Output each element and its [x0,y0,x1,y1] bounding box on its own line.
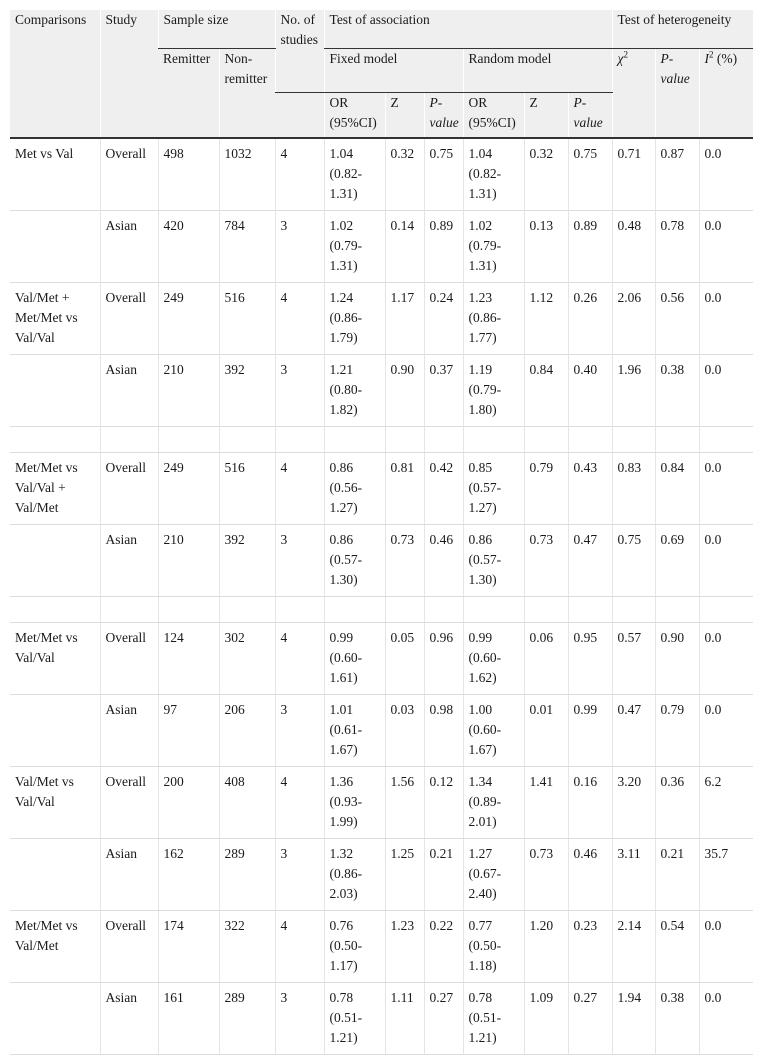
cell-random-z [524,427,568,453]
cell-fixed-z: 0.90 [385,355,424,427]
cell-random-or: 1.04 (0.82-1.31) [463,138,524,211]
cell-study: Overall [100,623,158,695]
cell-study: Overall [100,138,158,211]
cell-fixed-or: 0.78 (0.51-1.21) [324,983,385,1055]
cell-random-z: 0.84 [524,355,568,427]
header-test-of-association: Test of association [324,10,612,49]
cell-fixed-z [385,597,424,623]
cell-random-p: 0.47 [568,525,612,597]
cell-i-square: 35.7 [699,839,753,911]
cell-study: Overall [100,767,158,839]
cell-random-z: 1.12 [524,283,568,355]
cell-random-or [463,427,524,453]
cell-heterogeneity-p: 0.90 [655,623,699,695]
cell-chi-square [612,427,655,453]
cell-i-square: 0.0 [699,623,753,695]
cell-no-of-studies [275,597,324,623]
cell-chi-square: 0.75 [612,525,655,597]
cell-remitter [158,597,219,623]
cell-comparison [10,427,100,453]
cell-no-of-studies: 3 [275,525,324,597]
spacer-row [10,427,753,453]
cell-remitter: 161 [158,983,219,1055]
header-no-of-studies: No. of studies [275,10,324,93]
header-fixed-or: OR (95%CI) [324,93,385,139]
cell-heterogeneity-p: 0.87 [655,138,699,211]
cell-fixed-z: 1.56 [385,767,424,839]
cell-fixed-z: 0.73 [385,525,424,597]
cell-random-or: 0.99 (0.60-1.62) [463,623,524,695]
table-row [10,767,753,839]
cell-no-of-studies: 3 [275,211,324,283]
cell-non-remitter: 392 [219,355,275,427]
cell-heterogeneity-p: 0.36 [655,767,699,839]
spacer-row [10,597,753,623]
cell-remitter: 210 [158,525,219,597]
cell-comparison: Val/Met + Met/Met vs Val/Val [10,283,100,355]
cell-i-square: 0.0 [699,211,753,283]
cell-no-of-studies: 4 [275,138,324,211]
cell-no-of-studies: 4 [275,767,324,839]
cell-fixed-z: 1.17 [385,283,424,355]
cell-comparison [10,211,100,283]
meta-analysis-table-container [10,10,753,1055]
cell-fixed-or: 1.21 (0.80-1.82) [324,355,385,427]
cell-fixed-or: 0.86 (0.56-1.27) [324,453,385,525]
cell-fixed-or: 1.04 (0.82-1.31) [324,138,385,211]
cell-non-remitter [219,597,275,623]
header-studies-blank [275,93,324,139]
cell-random-or: 0.86 (0.57-1.30) [463,525,524,597]
cell-random-p: 0.43 [568,453,612,525]
cell-non-remitter: 302 [219,623,275,695]
cell-non-remitter: 516 [219,453,275,525]
cell-fixed-or: 0.76 (0.50-1.17) [324,911,385,983]
table-row [10,983,753,1055]
cell-heterogeneity-p: 0.54 [655,911,699,983]
cell-random-p: 0.40 [568,355,612,427]
header-random-p: P-value [568,93,612,139]
cell-heterogeneity-p: 0.38 [655,983,699,1055]
table-row [10,138,753,211]
cell-i-square: 0.0 [699,138,753,211]
cell-random-z: 1.20 [524,911,568,983]
cell-chi-square: 0.71 [612,138,655,211]
cell-i-square: 6.2 [699,767,753,839]
cell-study: Asian [100,983,158,1055]
cell-fixed-or: 1.24 (0.86-1.79) [324,283,385,355]
cell-fixed-p: 0.98 [424,695,463,767]
cell-fixed-z: 0.05 [385,623,424,695]
meta-analysis-table [10,10,753,1055]
table-header [10,10,753,138]
cell-chi-square: 2.14 [612,911,655,983]
cell-fixed-or: 1.32 (0.86-2.03) [324,839,385,911]
cell-remitter [158,427,219,453]
cell-heterogeneity-p: 0.69 [655,525,699,597]
cell-random-p [568,427,612,453]
table-row [10,623,753,695]
cell-fixed-p: 0.22 [424,911,463,983]
header-heterogeneity-p-value: P-value [655,49,699,139]
cell-fixed-p: 0.12 [424,767,463,839]
cell-random-or: 1.02 (0.79-1.31) [463,211,524,283]
cell-heterogeneity-p: 0.21 [655,839,699,911]
cell-i-square: 0.0 [699,355,753,427]
cell-chi-square: 1.94 [612,983,655,1055]
cell-remitter: 249 [158,453,219,525]
cell-chi-square [612,597,655,623]
cell-chi-square: 0.57 [612,623,655,695]
cell-random-or: 1.27 (0.67-2.40) [463,839,524,911]
cell-fixed-p [424,427,463,453]
cell-no-of-studies: 4 [275,623,324,695]
cell-random-or: 1.19 (0.79-1.80) [463,355,524,427]
cell-i-square [699,427,753,453]
cell-chi-square: 0.48 [612,211,655,283]
cell-fixed-or [324,427,385,453]
cell-random-z: 1.41 [524,767,568,839]
cell-fixed-p: 0.89 [424,211,463,283]
cell-random-z: 0.79 [524,453,568,525]
cell-study: Asian [100,525,158,597]
table-row [10,839,753,911]
cell-non-remitter: 289 [219,839,275,911]
header-random-or: OR (95%CI) [463,93,524,139]
cell-comparison [10,983,100,1055]
cell-non-remitter: 206 [219,695,275,767]
header-comparisons: Comparisons [10,10,100,138]
header-fixed-z: Z [385,93,424,139]
cell-random-z: 0.73 [524,525,568,597]
cell-random-p: 0.26 [568,283,612,355]
cell-non-remitter: 784 [219,211,275,283]
table-row [10,283,753,355]
cell-random-z: 0.32 [524,138,568,211]
header-remitter: Remitter [158,49,219,139]
cell-non-remitter: 392 [219,525,275,597]
cell-non-remitter: 322 [219,911,275,983]
cell-random-p: 0.23 [568,911,612,983]
cell-random-or: 1.23 (0.86-1.77) [463,283,524,355]
cell-non-remitter: 1032 [219,138,275,211]
cell-heterogeneity-p: 0.78 [655,211,699,283]
cell-study: Asian [100,355,158,427]
cell-comparison [10,839,100,911]
cell-fixed-or: 0.86 (0.57-1.30) [324,525,385,597]
cell-chi-square: 0.83 [612,453,655,525]
cell-remitter: 420 [158,211,219,283]
header-non-remitter: Non-remitter [219,49,275,139]
cell-comparison [10,695,100,767]
cell-i-square: 0.0 [699,453,753,525]
cell-heterogeneity-p: 0.56 [655,283,699,355]
cell-no-of-studies: 4 [275,453,324,525]
cell-fixed-p: 0.75 [424,138,463,211]
cell-no-of-studies: 3 [275,695,324,767]
cell-remitter: 249 [158,283,219,355]
cell-random-z: 1.09 [524,983,568,1055]
cell-fixed-or: 0.99 (0.60-1.61) [324,623,385,695]
header-fixed-model: Fixed model [324,49,463,93]
cell-random-or: 0.85 (0.57-1.27) [463,453,524,525]
cell-remitter: 200 [158,767,219,839]
cell-random-p: 0.89 [568,211,612,283]
cell-random-p: 0.99 [568,695,612,767]
cell-random-z: 0.06 [524,623,568,695]
header-random-model: Random model [463,49,612,93]
cell-comparison [10,355,100,427]
cell-remitter: 124 [158,623,219,695]
cell-heterogeneity-p: 0.84 [655,453,699,525]
cell-no-of-studies: 3 [275,355,324,427]
cell-chi-square: 0.47 [612,695,655,767]
cell-heterogeneity-p [655,597,699,623]
cell-fixed-or: 1.02 (0.79-1.31) [324,211,385,283]
cell-fixed-z: 0.03 [385,695,424,767]
header-test-of-heterogeneity: Test of heterogeneity [612,10,753,49]
cell-fixed-z [385,427,424,453]
cell-chi-square: 1.96 [612,355,655,427]
cell-random-or: 0.77 (0.50-1.18) [463,911,524,983]
cell-i-square [699,597,753,623]
cell-i-square: 0.0 [699,983,753,1055]
cell-random-p: 0.46 [568,839,612,911]
cell-fixed-z: 1.23 [385,911,424,983]
cell-random-or: 1.00 (0.60-1.67) [463,695,524,767]
cell-fixed-z: 0.14 [385,211,424,283]
cell-study: Asian [100,211,158,283]
cell-fixed-p: 0.46 [424,525,463,597]
cell-chi-square: 3.20 [612,767,655,839]
cell-comparison: Met/Met vs Val/Val [10,623,100,695]
cell-comparison: Val/Met vs Val/Val [10,767,100,839]
cell-random-z: 0.01 [524,695,568,767]
cell-comparison: Met/Met vs Val/Met [10,911,100,983]
table-row [10,211,753,283]
cell-chi-square: 3.11 [612,839,655,911]
table-row [10,355,753,427]
cell-random-p: 0.75 [568,138,612,211]
cell-no-of-studies: 3 [275,839,324,911]
cell-random-z: 0.73 [524,839,568,911]
cell-comparison [10,525,100,597]
header-i-square: $I^2$ (%) [699,49,753,139]
cell-fixed-or [324,597,385,623]
cell-random-p: 0.95 [568,623,612,695]
table-body [10,138,753,1055]
cell-no-of-studies: 4 [275,283,324,355]
cell-study [100,597,158,623]
cell-non-remitter: 516 [219,283,275,355]
table-row [10,911,753,983]
cell-comparison: Met/Met vs Val/Val + Val/Met [10,453,100,525]
cell-remitter: 174 [158,911,219,983]
cell-fixed-z: 0.81 [385,453,424,525]
cell-study: Asian [100,839,158,911]
cell-fixed-p: 0.27 [424,983,463,1055]
cell-heterogeneity-p: 0.79 [655,695,699,767]
cell-fixed-p: 0.21 [424,839,463,911]
cell-comparison [10,597,100,623]
cell-no-of-studies: 4 [275,911,324,983]
cell-random-p [568,597,612,623]
cell-non-remitter [219,427,275,453]
cell-remitter: 97 [158,695,219,767]
header-fixed-p: P-value [424,93,463,139]
cell-fixed-p: 0.37 [424,355,463,427]
cell-random-z [524,597,568,623]
cell-heterogeneity-p [655,427,699,453]
header-sample-size: Sample size [158,10,275,49]
header-chi-square: $\chi^2$ [612,49,655,139]
cell-random-or: 0.78 (0.51-1.21) [463,983,524,1055]
cell-random-or [463,597,524,623]
cell-study: Overall [100,453,158,525]
cell-study: Asian [100,695,158,767]
cell-fixed-p: 0.96 [424,623,463,695]
cell-fixed-z: 0.32 [385,138,424,211]
table-row [10,525,753,597]
cell-non-remitter: 408 [219,767,275,839]
cell-no-of-studies: 3 [275,983,324,1055]
cell-study: Overall [100,283,158,355]
cell-remitter: 162 [158,839,219,911]
cell-i-square: 0.0 [699,525,753,597]
cell-heterogeneity-p: 0.38 [655,355,699,427]
cell-fixed-p: 0.42 [424,453,463,525]
cell-fixed-or: 1.36 (0.93-1.99) [324,767,385,839]
cell-i-square: 0.0 [699,695,753,767]
cell-fixed-p: 0.24 [424,283,463,355]
cell-remitter: 498 [158,138,219,211]
cell-fixed-p [424,597,463,623]
cell-no-of-studies [275,427,324,453]
cell-random-or: 1.34 (0.89-2.01) [463,767,524,839]
cell-i-square: 0.0 [699,283,753,355]
header-random-z: Z [524,93,568,139]
table-row [10,695,753,767]
cell-study: Overall [100,911,158,983]
cell-non-remitter: 289 [219,983,275,1055]
header-study: Study [100,10,158,138]
cell-i-square: 0.0 [699,911,753,983]
cell-chi-square: 2.06 [612,283,655,355]
cell-remitter: 210 [158,355,219,427]
cell-fixed-z: 1.11 [385,983,424,1055]
table-row [10,453,753,525]
cell-comparison: Met vs Val [10,138,100,211]
cell-study [100,427,158,453]
cell-fixed-or: 1.01 (0.61-1.67) [324,695,385,767]
cell-fixed-z: 1.25 [385,839,424,911]
cell-random-p: 0.16 [568,767,612,839]
cell-random-z: 0.13 [524,211,568,283]
cell-random-p: 0.27 [568,983,612,1055]
